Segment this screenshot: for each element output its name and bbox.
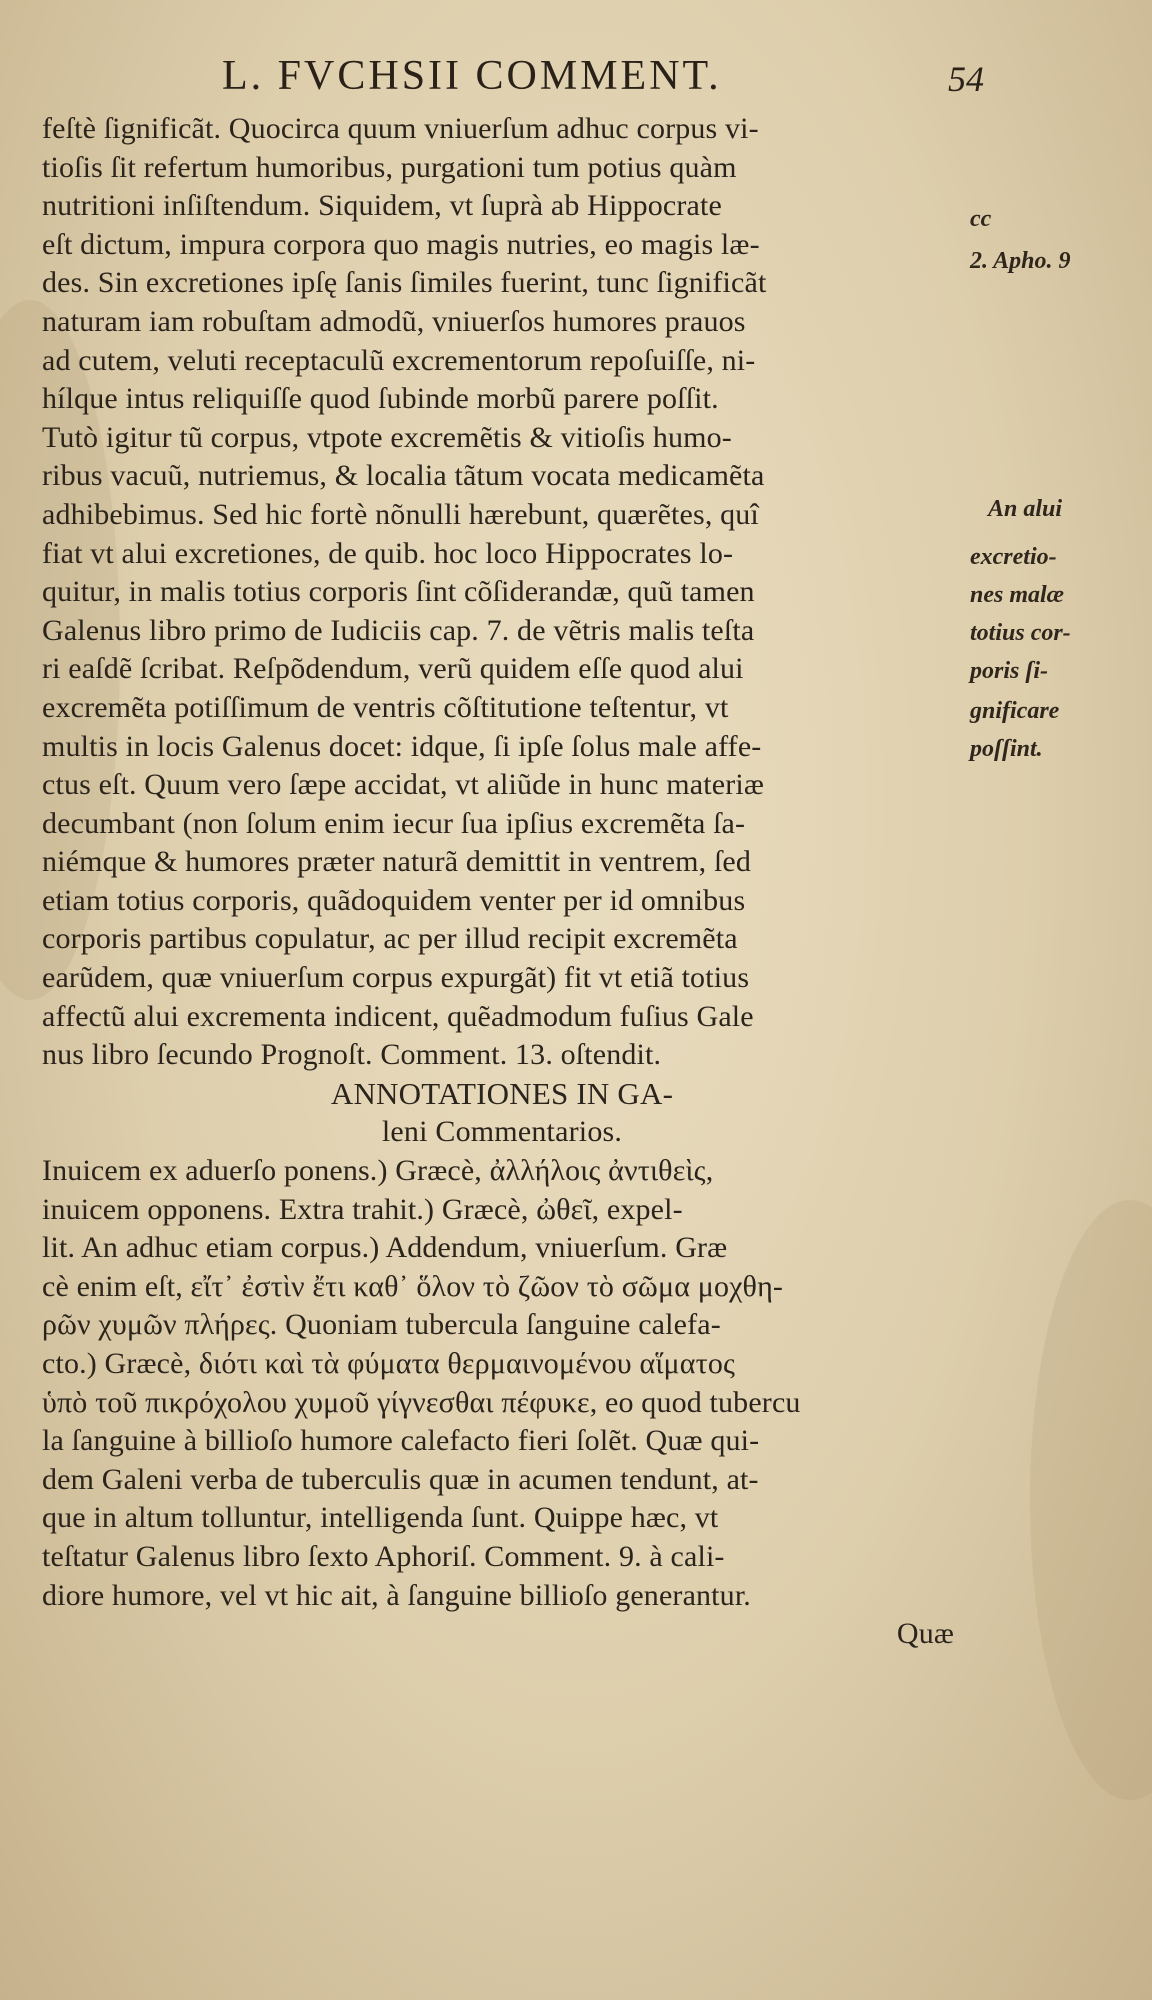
text-line: decumbant (non ſolum enim iecur ſua ipſius excremẽta ſa- xyxy=(42,806,746,840)
text-line: ctus eſt. Quum vero ſæpe accidat, vt aliũde in hunc materiæ xyxy=(42,768,764,802)
annotation-line: cè enim eſt, εἴτ᾽ ἐστὶν ἔτι καθ᾽ ὅλον τὸ ζῶον τὸ σῶμα μοχθη- xyxy=(42,1269,784,1303)
text-line: ri eaſdẽ ſcribat. Reſpõdendum, verũ quidem eſſe quod alui xyxy=(42,652,744,686)
text-line: etiam totius corporis, quãdoquidem venter per id omnibus xyxy=(42,883,746,917)
annotation-line: que in altum tolluntur, intelligenda ſunt. Quippe hæc, vt xyxy=(42,1501,719,1535)
main-text xyxy=(42,110,962,1654)
margin-note: 2. Apho. 9 xyxy=(970,248,1071,274)
margin-note: nes malæ xyxy=(970,582,1065,608)
annotation-line: diore humore, vel vt hic ait, à ſanguine billioſo generantur. xyxy=(42,1578,751,1612)
margin-note: poris ſi- xyxy=(970,658,1048,684)
text-line: ribus vacuũ, nutriemus, & localia tãtum vocata medicamẽta xyxy=(42,459,765,493)
catchword: Quæ xyxy=(896,1617,954,1651)
text-line: Tutò igitur tũ corpus, vtpote excremẽtis & vitioſis humo- xyxy=(42,420,732,454)
text-line: naturam iam robuſtam admodũ, vniuerſos humores prauos xyxy=(42,304,746,338)
text-line: feſtè ſignificãt. Quocirca quum vniuerſum adhuc corpus vi- xyxy=(42,112,759,145)
text-line: multis in locis Galenus docet: idque, ſi ipſe ſolus male affe- xyxy=(42,729,762,763)
paper-stain xyxy=(1030,1200,1152,1800)
text-line: ad cutem, veluti receptaculũ excrementorum repoſuiſſe, ni- xyxy=(42,343,756,377)
annotation-line: lit. An adhuc etiam corpus.) Addendum, vniuerſum. Græ xyxy=(42,1231,728,1265)
text-line: affectũ alui excrementa indicent, quẽadmodum fuſius Gale xyxy=(42,999,754,1033)
annotation-line: dem Galeni verba de tuberculis quæ in acumen tendunt, at- xyxy=(42,1462,759,1496)
running-title: L. FVCHSII COMMENT. xyxy=(222,53,722,99)
margin-note: totius cor- xyxy=(970,620,1071,646)
text-line: excremẽta potiſſimum de ventris cõſtitutione teſtentur, vt xyxy=(42,690,729,724)
text-line: nus libro ſecundo Prognoſt. Comment. 13. oſtendit. xyxy=(42,1038,662,1072)
text-line: fiat vt alui excretiones, de quib. hoc loco Hippocrates lo- xyxy=(42,536,734,570)
text-line: corporis partibus copulatur, ac per illud recipit excremẽta xyxy=(42,922,738,956)
running-head xyxy=(0,52,1152,112)
text-line: hílque intus reliquiſſe quod ſubinde morbũ parere poſſit. xyxy=(42,382,719,416)
text-line: nutritioni inſiſtendum. Siquidem, vt ſuprà ab Hippocrate xyxy=(42,189,722,223)
annotation-line: ὑπὸ τοῦ πικρόχολου χυμοῦ γίγνεσθαι πέφυκε, eo quod tubercu xyxy=(42,1385,801,1419)
annotations-heading: ANNOTATIONES IN GA- xyxy=(330,1075,674,1111)
text-line: des. Sin excretiones ipſę ſanis ſimiles fuerint, tunc ſignificãt xyxy=(42,266,767,300)
annotation-line: teſtatur Galenus libro ſexto Aphoriſ. Comment. 9. à cali- xyxy=(42,1539,725,1573)
annotation-line: cto.) Græcè, διότι καὶ τὰ φύματα θερμαινομένου αἵματος xyxy=(42,1347,736,1380)
folio-number: 54 xyxy=(948,59,984,99)
annotation-line: la ſanguine à billioſo humore calefacto fieri ſolẽt. Quæ qui- xyxy=(42,1424,760,1458)
margin-note: excretio- xyxy=(970,544,1057,570)
annotation-line: ρῶν χυμῶν πλήρες. Quoniam tubercula ſanguine calefa- xyxy=(42,1308,721,1342)
margin-note: cc xyxy=(970,206,992,232)
annotations-subheading: leni Commentarios. xyxy=(381,1115,623,1149)
annotation-line: Inuicem ex aduerſo ponens.) Græcè, ἀλλήλοις ἀντιθεὶς, xyxy=(42,1154,714,1188)
text-line: tioſis ſit refertum humoribus, purgationi tum potius quàm xyxy=(42,150,737,184)
margin-note: An alui xyxy=(988,496,1063,522)
text-line: quitur, in malis totius corporis ſint cõſiderandæ, quũ tamen xyxy=(42,575,755,609)
annotation-line: inuicem opponens. Extra trahit.) Græcè, ὠθεῖ, expel- xyxy=(42,1192,683,1226)
text-line: adhibebimus. Sed hic fortè nõnulli hærebunt, quærẽtes, quî xyxy=(42,497,759,531)
margin-note: gnificare xyxy=(970,698,1060,724)
text-line: niémque & humores præter naturã demittit in ventrem, ſed xyxy=(42,845,752,879)
text-line: eſt dictum, impura corpora quo magis nutries, eo magis læ- xyxy=(42,227,760,261)
text-line: earũdem, quæ vniuerſum corpus expurgãt) fit vt etiã totius xyxy=(42,961,750,995)
text-line: Galenus libro primo de Iudiciis cap. 7. de vẽtris malis teſta xyxy=(42,613,755,647)
margin-note: poſſint. xyxy=(970,736,1043,762)
